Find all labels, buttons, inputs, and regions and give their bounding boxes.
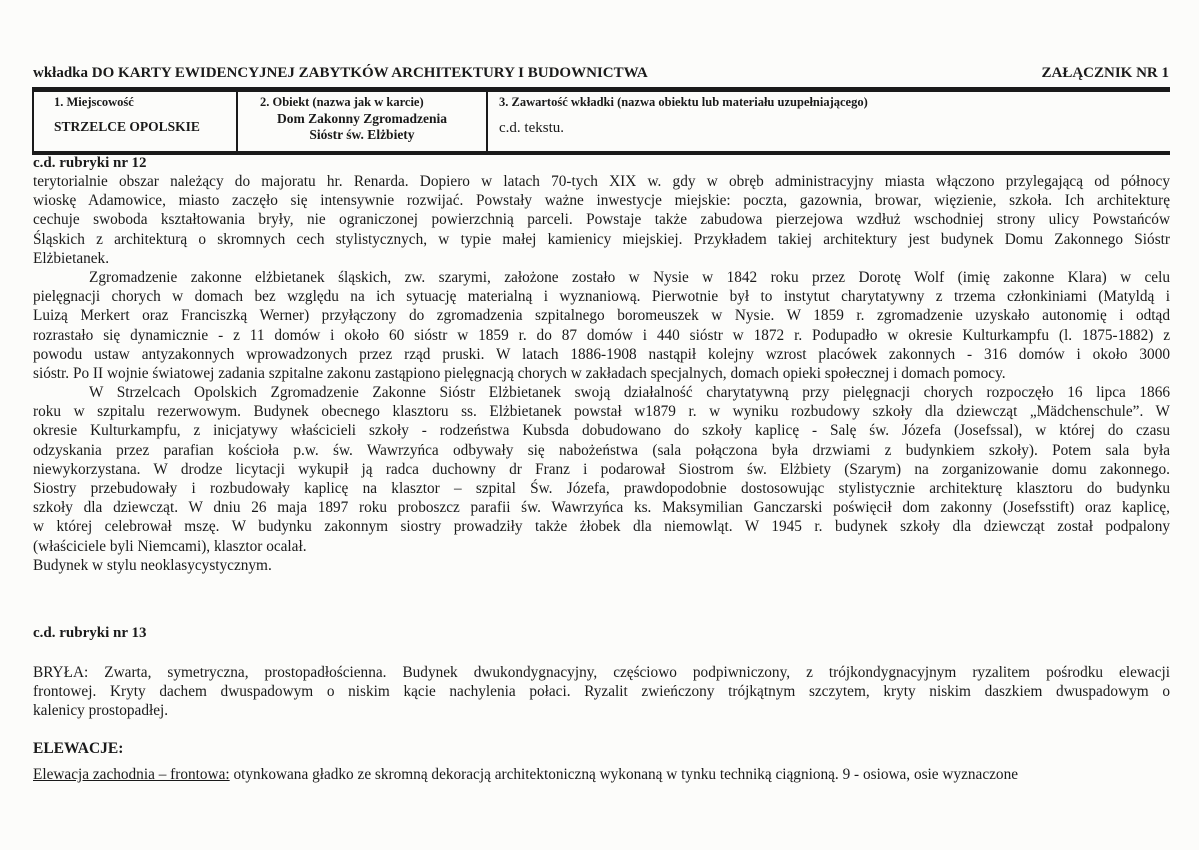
text-line: Śląskich z architekturą o skromnych cech stylistycznych, w typie małej kamienicy miejskiej. Przykładem takiej architektury jest budynek Domu Zakonnego Sióstr: [33, 230, 1170, 248]
text-line: powodu ustaw antyzakonnych wprowadzonych przez rząd pruski. W latach 1886-1908 nastąpił kolejny wzrost placówek zakonnych - 316 domów i około 3000: [33, 345, 1170, 363]
object-label: 2. Obiekt (nazwa jak w karcie): [260, 95, 424, 109]
text-line: niewykorzystana. W drodze licytacji wykupił ją radca duchowny dr Franz i podarował Siostrom św. Elżbiety (Szarym) na zorganizowanie domu zakonnego.: [33, 460, 1170, 478]
text-line: Zgromadzenie zakonne elżbietanek śląskich, zw. szarymi, założone zostało w Nysie w 1842 roku przez Dorotę Wolf (imię zakonne Klara) w celu: [89, 268, 1170, 286]
text-line: odzyskania przez parafian kościoła p.w. św. Wawrzyńca odbywały się nabożeństwa (sala połączona była drzwiami z budynkiem szkoły). Potem sala była: [33, 441, 1170, 459]
cell-locality: [32, 92, 236, 152]
annex-label: ZAŁĄCZNIK NR 1: [1041, 65, 1169, 81]
paragraph-4: Budynek w stylu neoklasycystycznym.: [33, 556, 272, 574]
text-line: szkoły dla dziewcząt. W dniu 26 maja 1897 roku proboszcz parafii św. Wawrzyńca ks. Maksymilian Ganczarski poświęcił dom zakonny (Josefsstift) oraz kaplicę,: [33, 499, 1170, 517]
bryla-paragraph: [33, 663, 1170, 721]
locality-value: STRZELCE OPOLSKIE: [54, 119, 200, 134]
paragraph-2: [33, 268, 1170, 383]
document-title: wkładka DO KARTY EWIDENCYJNEJ ZABYTKÓW ARCHITEKTURY I BUDOWNICTWA: [33, 65, 648, 81]
text-line: okresie Kulturkampfu, z inicjatywy właścicieli szkoły - rodzeństwa Kubsda dobudowano do szkoły kaplicę - Salę św. Józefa (Josefssal), w której do czasu: [33, 422, 1170, 440]
cell-contents: [486, 92, 1172, 152]
text-line: frontowej. Kryty dachem dwuspadowym o niskim kącie nachylenia połaci. Ryzalit zwieńczony trójkątnym szczytem, kryty niskim daszkiem dwuspadowym o: [33, 683, 1170, 701]
elewacja-paragraph: [33, 765, 1170, 784]
text-line: w której celebrował mszę. W budynku zakonnym siostry prowadziły także żłobek dla niemowląt. W 1945 r. budynek szkoły dla dziewcząt został podpalony: [33, 518, 1170, 536]
object-value-line2: Sióstr św. Elżbiety: [309, 127, 415, 142]
text-line: Elżbietanek.: [33, 249, 110, 267]
text-line: (właściciele byli Niemcami), klasztor ocalał.: [33, 537, 307, 555]
text-line: Siostry przebudowały i rozbudowały kaplicę na klasztor – szpital Św. Józefa, prawdopodobnie dostosowując stylistycznie architekturę klasztoru do budynku: [33, 480, 1170, 497]
section-12-body: [33, 172, 1170, 575]
text-line: W Strzelcach Opolskich Zgromadzenie Zakonne Sióstr Elżbietanek swoją działalność charytatywną przy pielęgnacji chorych rozpoczęło 16 lipca 1866: [89, 384, 1170, 402]
paragraph-1: [33, 172, 1170, 268]
paragraph-3: [33, 383, 1170, 556]
text-line: kalenicy prostopadłej.: [33, 702, 169, 720]
section-13-heading: c.d. rubryki nr 13: [33, 625, 147, 641]
text-line: BRYŁA: Zwarta, symetryczna, prostopadłościenna. Budynek dwukondygnacyjny, częściowo podpiwniczony, z trójkondygnacyjnym ryzalitem pośrodku elewacji: [33, 664, 1170, 681]
text-line: wioskę Adamowice, miasto zaczęło się intensywnie rozwijać. Powstały ważne inwestycje miejskie: poczta, gazownia, browar, więzienie, szkoła. Ich architekturę: [33, 192, 1170, 210]
header-rule-bottom: [32, 151, 1170, 155]
contents-label: 3. Zawartość wkładki (nazwa obiektu lub materiału uzupełniającego): [499, 95, 868, 109]
text-line: terytorialnie obszar należący do majoratu hr. Renarda. Dopiero w latach 70-tych XIX w. gdy w obręb administracyjny miasta włączono przylegającą od północy: [33, 173, 1170, 190]
elewacja-text: otynkowana gładko ze skromną dekoracją architektoniczną wykonaną w tynku techniką ciągnioną. 9 - osiowa, osie wyznaczone: [229, 766, 1019, 783]
object-value-line1: Dom Zakonny Zgromadzenia: [276, 111, 448, 126]
text-line: rozrastało się dynamicznie - z 11 domów i około 60 sióstr w 1859 r. do 87 domów i 440 sióstr w 1872 r. Podupadło w okresie Kulturkampfu (l. 1875-1882) z: [33, 326, 1170, 344]
text-line: pielęgnacji chorych w domach bez względu na ich sytuację materialną i wyznaniową. Pierwotnie był to instytut charytatywny z trzema członkiniami (Matyldą i: [33, 288, 1170, 306]
text-line: Luizą Merkert oraz Franciszką Werner) przyłączony do zgromadzenia szpitalnego boromeuszek w Nysie. W 1859 r. zgromadzenie uzyskało autonomię i odtąd: [33, 307, 1170, 325]
elewacja-label: Elewacja zachodnia – frontowa:: [33, 766, 230, 783]
text-line: cechuje swoboda kształtowania bryły, nie ograniczonej powierzchnią parceli. Powstaje także zabudowa pierzejowa wzdłuż wschodniej strony ulicy Powstańców: [33, 211, 1170, 229]
text-line: sióstr. Po II wojnie światowej zadania szpitalne zakonu zastąpiono pielęgnacją chorych w zakładach specjalnych, domach opieki społecznej i domach pomocy.: [33, 364, 1006, 382]
cell-object: [236, 92, 486, 152]
elewacje-heading: ELEWACJE:: [33, 740, 124, 757]
locality-label: 1. Miejscowość: [54, 95, 134, 109]
section-12-heading: c.d. rubryki nr 12: [33, 155, 147, 171]
text-line: roku w szpitalu rezerwowym. Budynek obecnego klasztoru ss. Elżbietanek powstał w1879 r. w wyniku rozbudowy szkoły dla dziewcząt „Mädchenschule”. W: [33, 403, 1170, 421]
contents-value: c.d. tekstu.: [499, 120, 564, 136]
text-line: [33, 765, 1170, 784]
